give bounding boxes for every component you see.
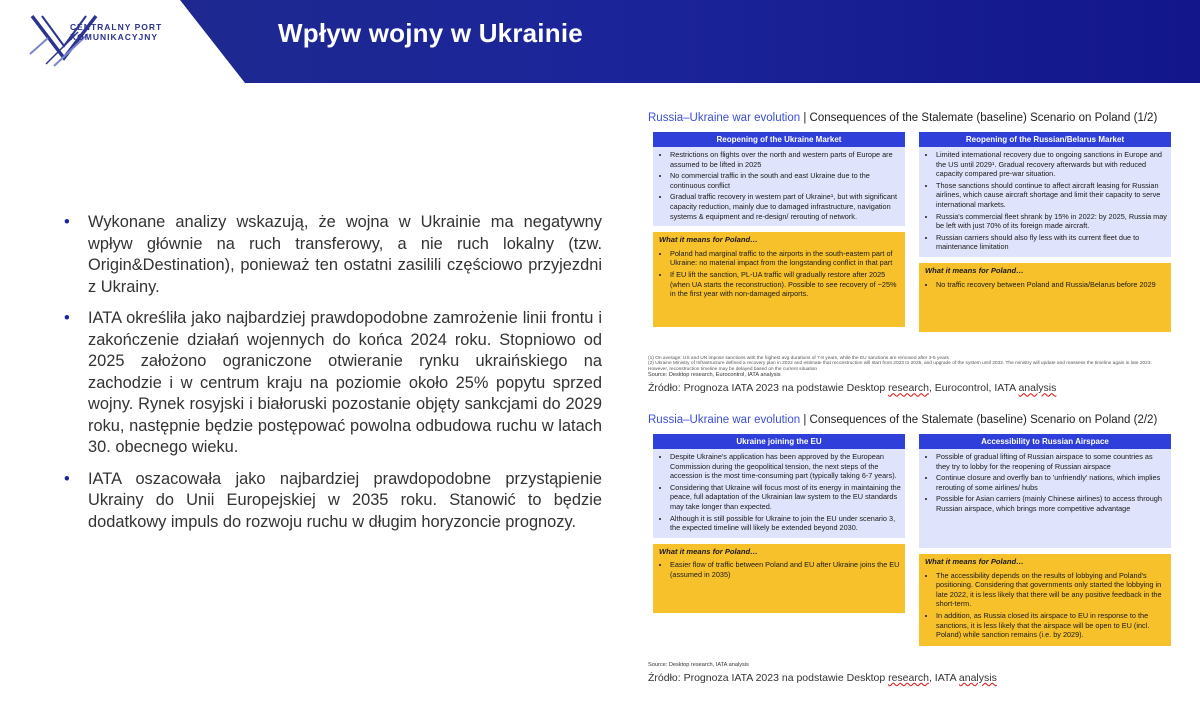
bullet-list: [62, 212, 602, 543]
panel-columns: [648, 132, 1183, 356]
source-text: analysis: [958, 672, 997, 684]
source-text: research: [888, 382, 929, 395]
box-heading: Accessibility to Russian Airspace: [919, 434, 1171, 449]
panel-columns: [648, 434, 1183, 656]
source-caption: [648, 382, 1183, 394]
box-body: [919, 147, 1171, 257]
scenario-panel-1: [648, 112, 1183, 394]
box-heading: Reopening of the Ukraine Market: [653, 132, 905, 147]
list-item: • Possible of gradual lifting of Russian airspace to some countries as they try to lobby for the reopening of Russian airspace: [936, 452, 1167, 471]
scenario-panel-2: [648, 414, 1183, 684]
list-item: • If EU lift the sanction, PL-UA traffic will gradually restore after 2025 (when UA starts the reconstruction). Possible to see recovery of ~25% in the first year with non-damaged airports.: [670, 270, 901, 299]
list-item: • Easier flow of traffic between Poland and EU after Ukraine joins the EU (assumed in 2035): [670, 560, 901, 579]
bullet-item: • IATA określiła jako najbardziej prawdopodobne zamrożenie linii frontu i zakończenie działań wojennych do końca 2024 roku. Stopniowo od 2025 założono ograniczone otwieranie rynku ukraińskiego na zachodzie i w centrum kraju na poziomie około 25% popytu sprzed wojny. Rynek rosyjski i białoruski pozostanie objęty sankcjami do 2029 roku, następnie będzie postępować powolna odbudowa ruchu w latach 30. obecnego wieku.: [62, 308, 602, 459]
source-note: Source: Desktop research, Eurocontrol, IATA analysis: [648, 372, 781, 379]
footnote: (2) Ukraine Ministry of Infrastructure defined a recovery plan in 2022 and estimate that reconstruction will start from 2023 to 2025, and upgrade of the system until 2032. The ministry will update and reassess the timeline again in late 2023. However, reconstruction timeline may be delayed based on the current situation: [648, 361, 1152, 372]
ukraine-eu-column: [653, 434, 905, 613]
panel-title-rest: | Consequences of the Stalemate (baseline) Scenario on Poland (2/2): [800, 414, 1158, 426]
russian-airspace-column: [919, 434, 1171, 646]
list-item: • No traffic recovery between Poland and Russia/Belarus before 2029: [936, 280, 1167, 290]
list-item: • Continue closure and overfly ban to 'unfriendly' nations, which implies rerouting of some airlines/ hubs: [936, 473, 1167, 492]
box-body: [653, 449, 905, 538]
panel-title: [648, 112, 1183, 124]
source-text: analysis: [1018, 382, 1057, 395]
list-item: • Poland had marginal traffic to the airports in the south-eastern part of Ukraine: no material impact from the longstanding conflict in that part: [670, 249, 901, 268]
box-heading: Reopening of the Russian/Belarus Market: [919, 132, 1171, 147]
panel-title-highlight: Russia–Ukraine war evolution: [648, 112, 801, 124]
box-body: [653, 147, 905, 226]
box-heading: Ukraine joining the EU: [653, 434, 905, 449]
list-item: • Russian carriers should also fly less with its current fleet due to maintenance limitation: [936, 233, 1167, 252]
impact-heading: What it means for Poland…: [659, 546, 758, 556]
poland-impact-box: [653, 232, 905, 327]
list-item: • Possible for Asian carriers (mainly Chinese airlines) to access through Russian airspace, which brings more competitive advantage: [936, 494, 1167, 513]
logo-text: [70, 22, 162, 42]
source-text: , Eurocontrol, IATA: [928, 382, 1019, 395]
source-caption: [648, 672, 1183, 684]
bullet-item: • IATA oszacowała jako najbardziej prawdopodobne przystąpienie Ukrainy do Unii Europejskiej w 2035 roku. Stanowić to będzie dodatkowy impuls do rozwoju ruchu w długim horyzoncie prognozy.: [62, 469, 602, 534]
source-text: Źródło: Prognoza IATA 2023 na podstawie Desktop: [648, 672, 889, 684]
russia-market-column: [919, 132, 1171, 332]
source-note: Source: Desktop research, IATA analysis: [648, 662, 749, 668]
bullet-item: • Wykonane analizy wskazują, że wojna w Ukrainie ma negatywny wpływ głównie na ruch transferowy, a nie ruch lokalny (tzw. Origin&Destination), ponieważ ten ostatni zasilili częściowo przyjezdni z Ukrainy.: [62, 212, 602, 298]
list-item: • Those sanctions should continue to affect aircraft leasing for Russian airlines, which cause aircraft shortage and limit their capacity to serve international markets.: [936, 181, 1167, 210]
list-item: • No commercial traffic in the south and east Ukraine due to the continuous conflict: [670, 171, 901, 190]
logo-line-1: CENTRALNY PORT: [70, 22, 163, 32]
ukraine-market-column: [653, 132, 905, 327]
list-item: • Despite Ukraine's application has been approved by the European Commission during the geopolitical tension, the next steps of the accession is the most time-consuming part (typically taking 6-7 years).: [670, 452, 901, 481]
list-item: • In addition, as Russia closed its airspace to EU in response to the sanctions, it is less likely that the airspace will be open to EU (incl. Poland) while sanction remains (i.e. by 2029).: [936, 611, 1167, 640]
impact-heading: What it means for Poland…: [659, 235, 758, 245]
list-item: • Russia's commercial fleet shrank by 15% in 2022: by 2025, Russia may be left with just 70% of its foreign made aircraft.: [936, 212, 1167, 231]
poland-impact-box: [919, 263, 1171, 332]
panel-title: [648, 414, 1183, 426]
footnote: (1) On average: US and UN impose sanctions with the highest avg durations of 7-8 years, while the EU sanctions are removed after 3-5 years: [648, 356, 949, 361]
poland-impact-box: [919, 554, 1171, 646]
logo-line-2: KOMUNIKACYJNY: [70, 32, 159, 42]
source-text: , IATA: [928, 672, 959, 684]
list-item: • Limited international recovery due to ongoing sanctions in Europe and the US until 2029¹. Gradual recovery afterwards but with reduced capacity compared pre-war situation.: [936, 150, 1167, 179]
list-item: • Although it is still possible for Ukraine to join the EU under scenario 3, the expected timeline will likely be extended beyond 2030.: [670, 514, 901, 533]
list-item: • Gradual traffic recovery in western part of Ukraine¹, but with significant capacity reduction, mainly due to damaged infrastructure, navigation systems & equipment and re-design/ rerouting of network.: [670, 192, 901, 221]
box-body: [919, 449, 1171, 548]
list-item: • The accessibility depends on the results of lobbying and Poland's positioning. Considering that governments only started the lobbying in late 2022, it is less likely that there will be any positive feedback in the short-term.: [936, 571, 1167, 609]
source-text: research: [888, 672, 929, 684]
list-item: • Restrictions on flights over the north and western parts of Europe are assumed to be lifted in 2025: [670, 150, 901, 169]
panel-title-highlight: Russia–Ukraine war evolution: [648, 414, 801, 426]
page-title: Wpływ wojny w Ukrainie: [278, 18, 583, 48]
poland-impact-box: [653, 544, 905, 613]
footnotes: [648, 356, 1168, 372]
impact-heading: What it means for Poland…: [925, 557, 1024, 566]
list-item: • Considering that Ukraine will focus most of its energy in maintaining the peace, full adaptation of the Ukrainian law system to the EU standards may take longer than expected.: [670, 483, 901, 512]
header: [0, 0, 1200, 83]
source-text: Źródło: Prognoza IATA 2023 na podstawie Desktop: [648, 382, 889, 395]
impact-heading: What it means for Poland…: [925, 265, 1024, 275]
panel-title-rest: | Consequences of the Stalemate (baseline) Scenario on Poland (1/2): [800, 112, 1158, 124]
